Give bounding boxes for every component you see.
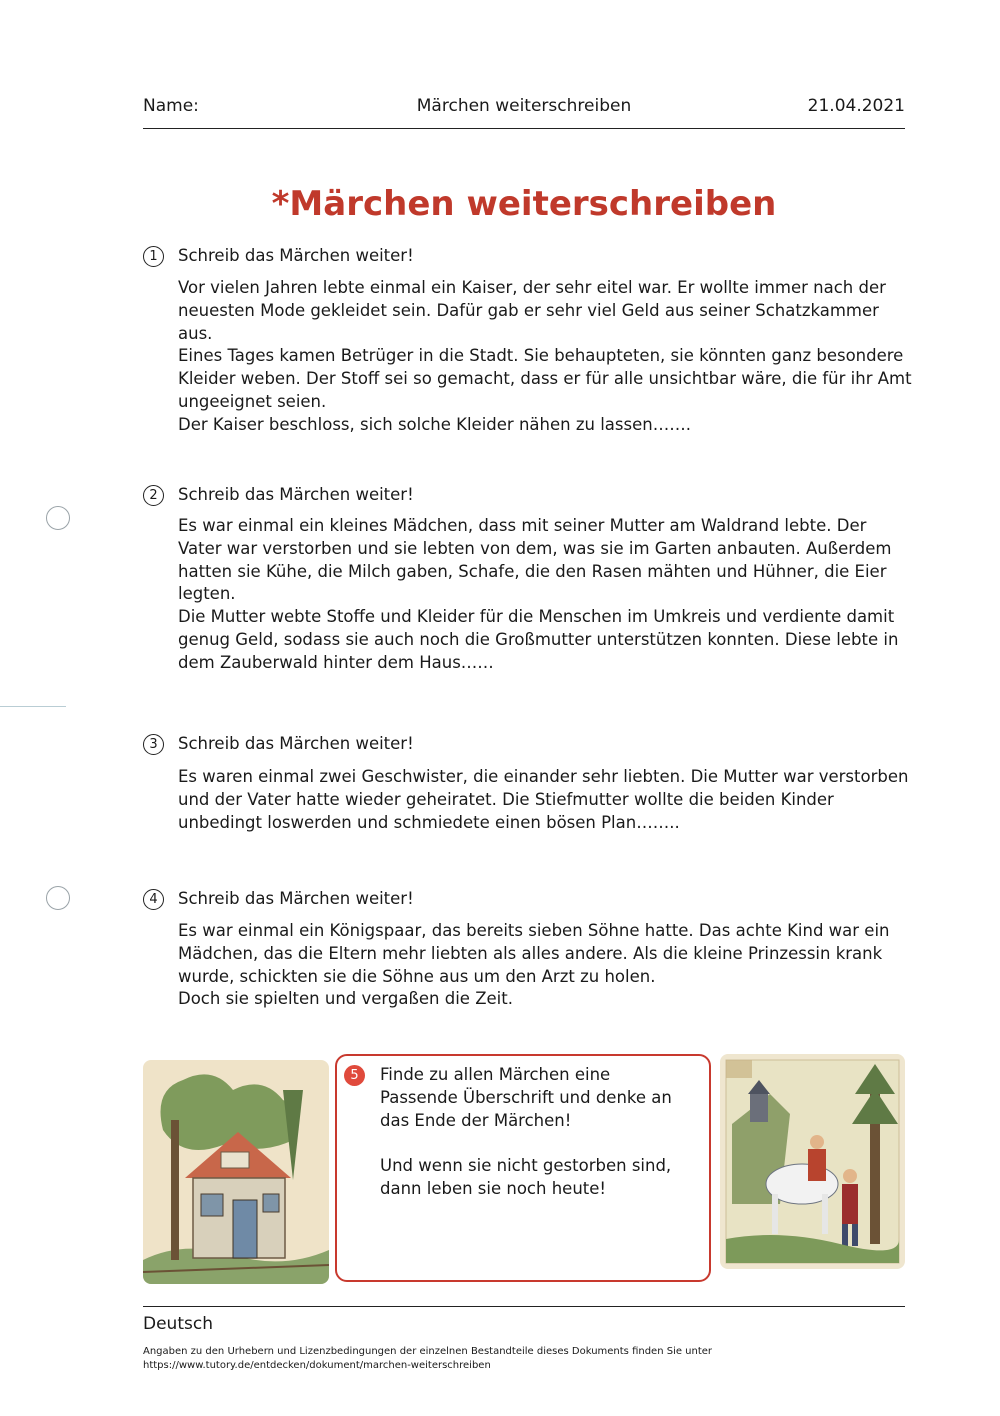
task-heading: Schreib das Märchen weiter! <box>178 485 414 504</box>
footer-url[interactable]: https://www.tutory.de/entdecken/dokument/marchen-weiterschreiben <box>143 1360 491 1371</box>
task-heading: Schreib das Märchen weiter! <box>178 889 414 908</box>
footer-license-note: Angaben zu den Urhebern und Lizenzbedingungen der einzelnen Bestandteile dieses Dokuments finden Sie unter https://www.tutory.de/entdecken/dokument/marchen-weiterschreiben <box>143 1345 903 1373</box>
task-text: Es war einmal ein Königspaar, das bereits sieben Söhne hatte. Das achte Kind war ein Mädchen, das die Eltern mehr liebten als alles andere. Als die kleine Prinzessin krank wurde, schickten sie die Söhne aus um den Arzt zu holen. Doch sie spielten und vergaßen die Zeit. <box>178 921 890 1009</box>
task-number: 5 <box>344 1065 365 1086</box>
illustration-cottage <box>143 1060 329 1284</box>
name-label: Name: <box>143 96 199 116</box>
task-heading: Schreib das Märchen weiter! <box>178 734 414 753</box>
illustration-rider <box>720 1054 905 1269</box>
task5-instruction: Finde zu allen Märchen eine Passende Überschrift und denke an das Ende der Märchen! <box>380 1065 672 1130</box>
header-date: 21.04.2021 <box>807 96 905 116</box>
punch-hole-mark <box>46 886 70 910</box>
footer-subject: Deutsch <box>143 1314 213 1334</box>
task-number: 1 <box>143 246 164 267</box>
task5-closing-phrase: Und wenn sie nicht gestorben sind, dann leben sie noch heute! <box>380 1156 672 1198</box>
task-number: 2 <box>143 485 164 506</box>
header-doc-title: Märchen weiterschreiben <box>416 96 632 116</box>
task-text: Vor vielen Jahren lebte einmal ein Kaiser, der sehr eitel war. Er wollte immer nach der neuesten Mode gekleidet sein. Dafür gab er sehr viel Geld aus seiner Schatzkammer aus. Eines Tages kamen Betrüger in die Stadt. Sie behaupteten, sie könnten ganz besondere Kleider weben. Der Stoff sei so gemacht, dass er für alle unsichtbar wäre, die für ihr Amt ungeeignet seien. Der Kaiser beschloss, sich solche Kleider nähen zu lassen……. <box>178 278 912 434</box>
task-heading: Schreib das Märchen weiter! <box>178 246 414 265</box>
task-number: 4 <box>143 889 164 910</box>
punch-hole-mark <box>46 506 70 530</box>
header-divider <box>143 128 905 129</box>
fold-mark <box>0 706 66 707</box>
page-title: *Märchen weiterschreiben <box>271 184 777 224</box>
task-text: Es war einmal ein kleines Mädchen, dass mit seiner Mutter am Waldrand lebte. Der Vater war verstorben und sie lebten von dem, was sie im Garten anbauten. Außerdem hatten sie Kühe, die Milch gaben, Schafe, die den Rasen mähten und Hühner, die Eier legten. Die Mutter webte Stoffe und Kleider für die Menschen im Umkreis und verdiente damit genug Geld, sodass sie auch noch die Großmutter unterstützen konnten. Diese lebte in dem Zauberwald hinter dem Haus…… <box>178 516 899 672</box>
footer-divider <box>143 1306 905 1307</box>
task-text: Es waren einmal zwei Geschwister, die einander sehr liebten. Die Mutter war verstorben und der Vater hatte wieder geheiratet. Die Stiefmutter wollte die beiden Kinder unbedingt loswerden und schmiedete einen bösen Plan…….. <box>178 767 909 832</box>
task-number: 3 <box>143 734 164 755</box>
